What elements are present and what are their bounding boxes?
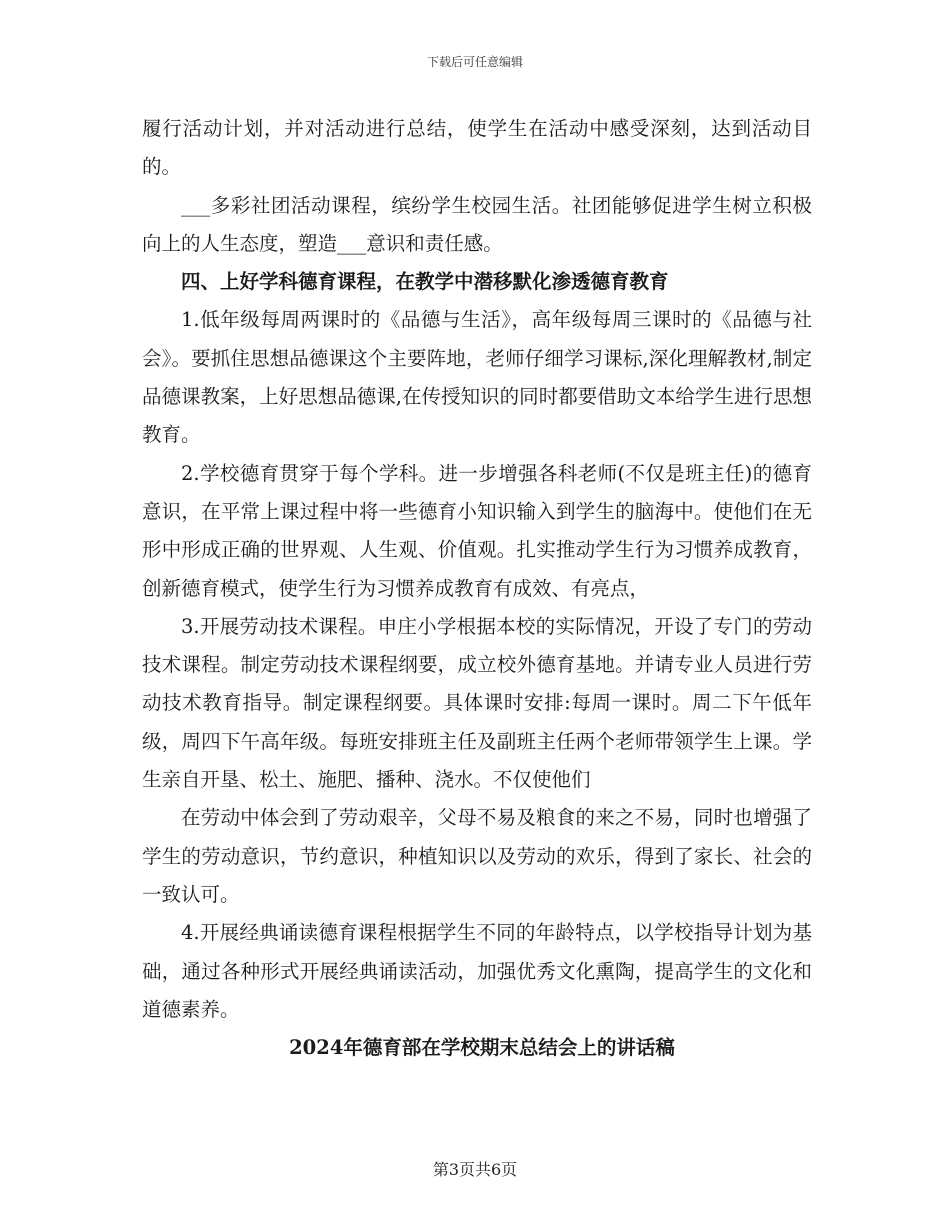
page-number: 第3页共6页 (432, 1160, 518, 1179)
list-item-3: 3.开展劳动技术课程。申庄小学根据本校的实际情况，开设了专门的劳动技术课程。制定劳动技术课程纲要，成立校外德育基地。并请专业人员进行劳动技术教育指导。制定课程纲要。具体课时安排:每周一课时。周二下午低年级，周四下午高年级。每班安排班主任及副班主任两个老师带领学生上课。学生亲自开垦、松土、施肥、播种、浇水。不仅使他们 (142, 614, 812, 792)
list-item-1: 1.低年级每周两课时的《品德与生活》，高年级每周三课时的《品德与社会》。要抓住思想品德课这个主要阵地，老师仔细学习课标,深化理解教材,制定品德课教案，上好思想品德课,在传授知识的同时都要借助文本给学生进行思想教育。 (142, 308, 812, 447)
next-document-title: 2024年德育部在学校期末总结会上的讲话稿 (289, 1036, 675, 1060)
paragraph-club-activities: ___多彩社团活动课程，缤纷学生校园生活。社团能够促进学生树立积极向上的人生态度，塑造___意识和责任感。 (142, 193, 812, 255)
section-heading-4: 四、上好学科德育课程，在教学中潜移默化渗透德育教育 (181, 270, 669, 294)
list-item-3-continuation: 在劳动中体会到了劳动艰辛，父母不易及粮食的来之不易，同时也增强了学生的劳动意识，节约意识，种植知识以及劳动的欢乐，得到了家长、社会的一致认可。 (142, 806, 812, 906)
list-item-4: 4.开展经典诵读德育课程根据学生不同的年龄特点，以学校指导计划为基础，通过各种形式开展经典诵读活动，加强优秀文化熏陶，提高学生的文化和道德素养。 (142, 921, 812, 1021)
document-body (142, 110, 812, 1067)
paragraph-activity-plan: 履行活动计划，并对活动进行总结，使学生在活动中感受深刻，达到活动目的。 (142, 117, 812, 179)
page-header-note: 下载后可任意编辑 (426, 55, 523, 69)
list-item-2: 2.学校德育贯穿于每个学科。进一步增强各科老师(不仅是班主任)的德育意识，在平常上课过程中将一些德育小知识输入到学生的脑海中。使他们在无形中形成正确的世界观、人生观、价值观。扎实推动学生行为习惯养成教育，创新德育模式，使学生行为习惯养成教育有成效、有亮点， (142, 461, 812, 600)
